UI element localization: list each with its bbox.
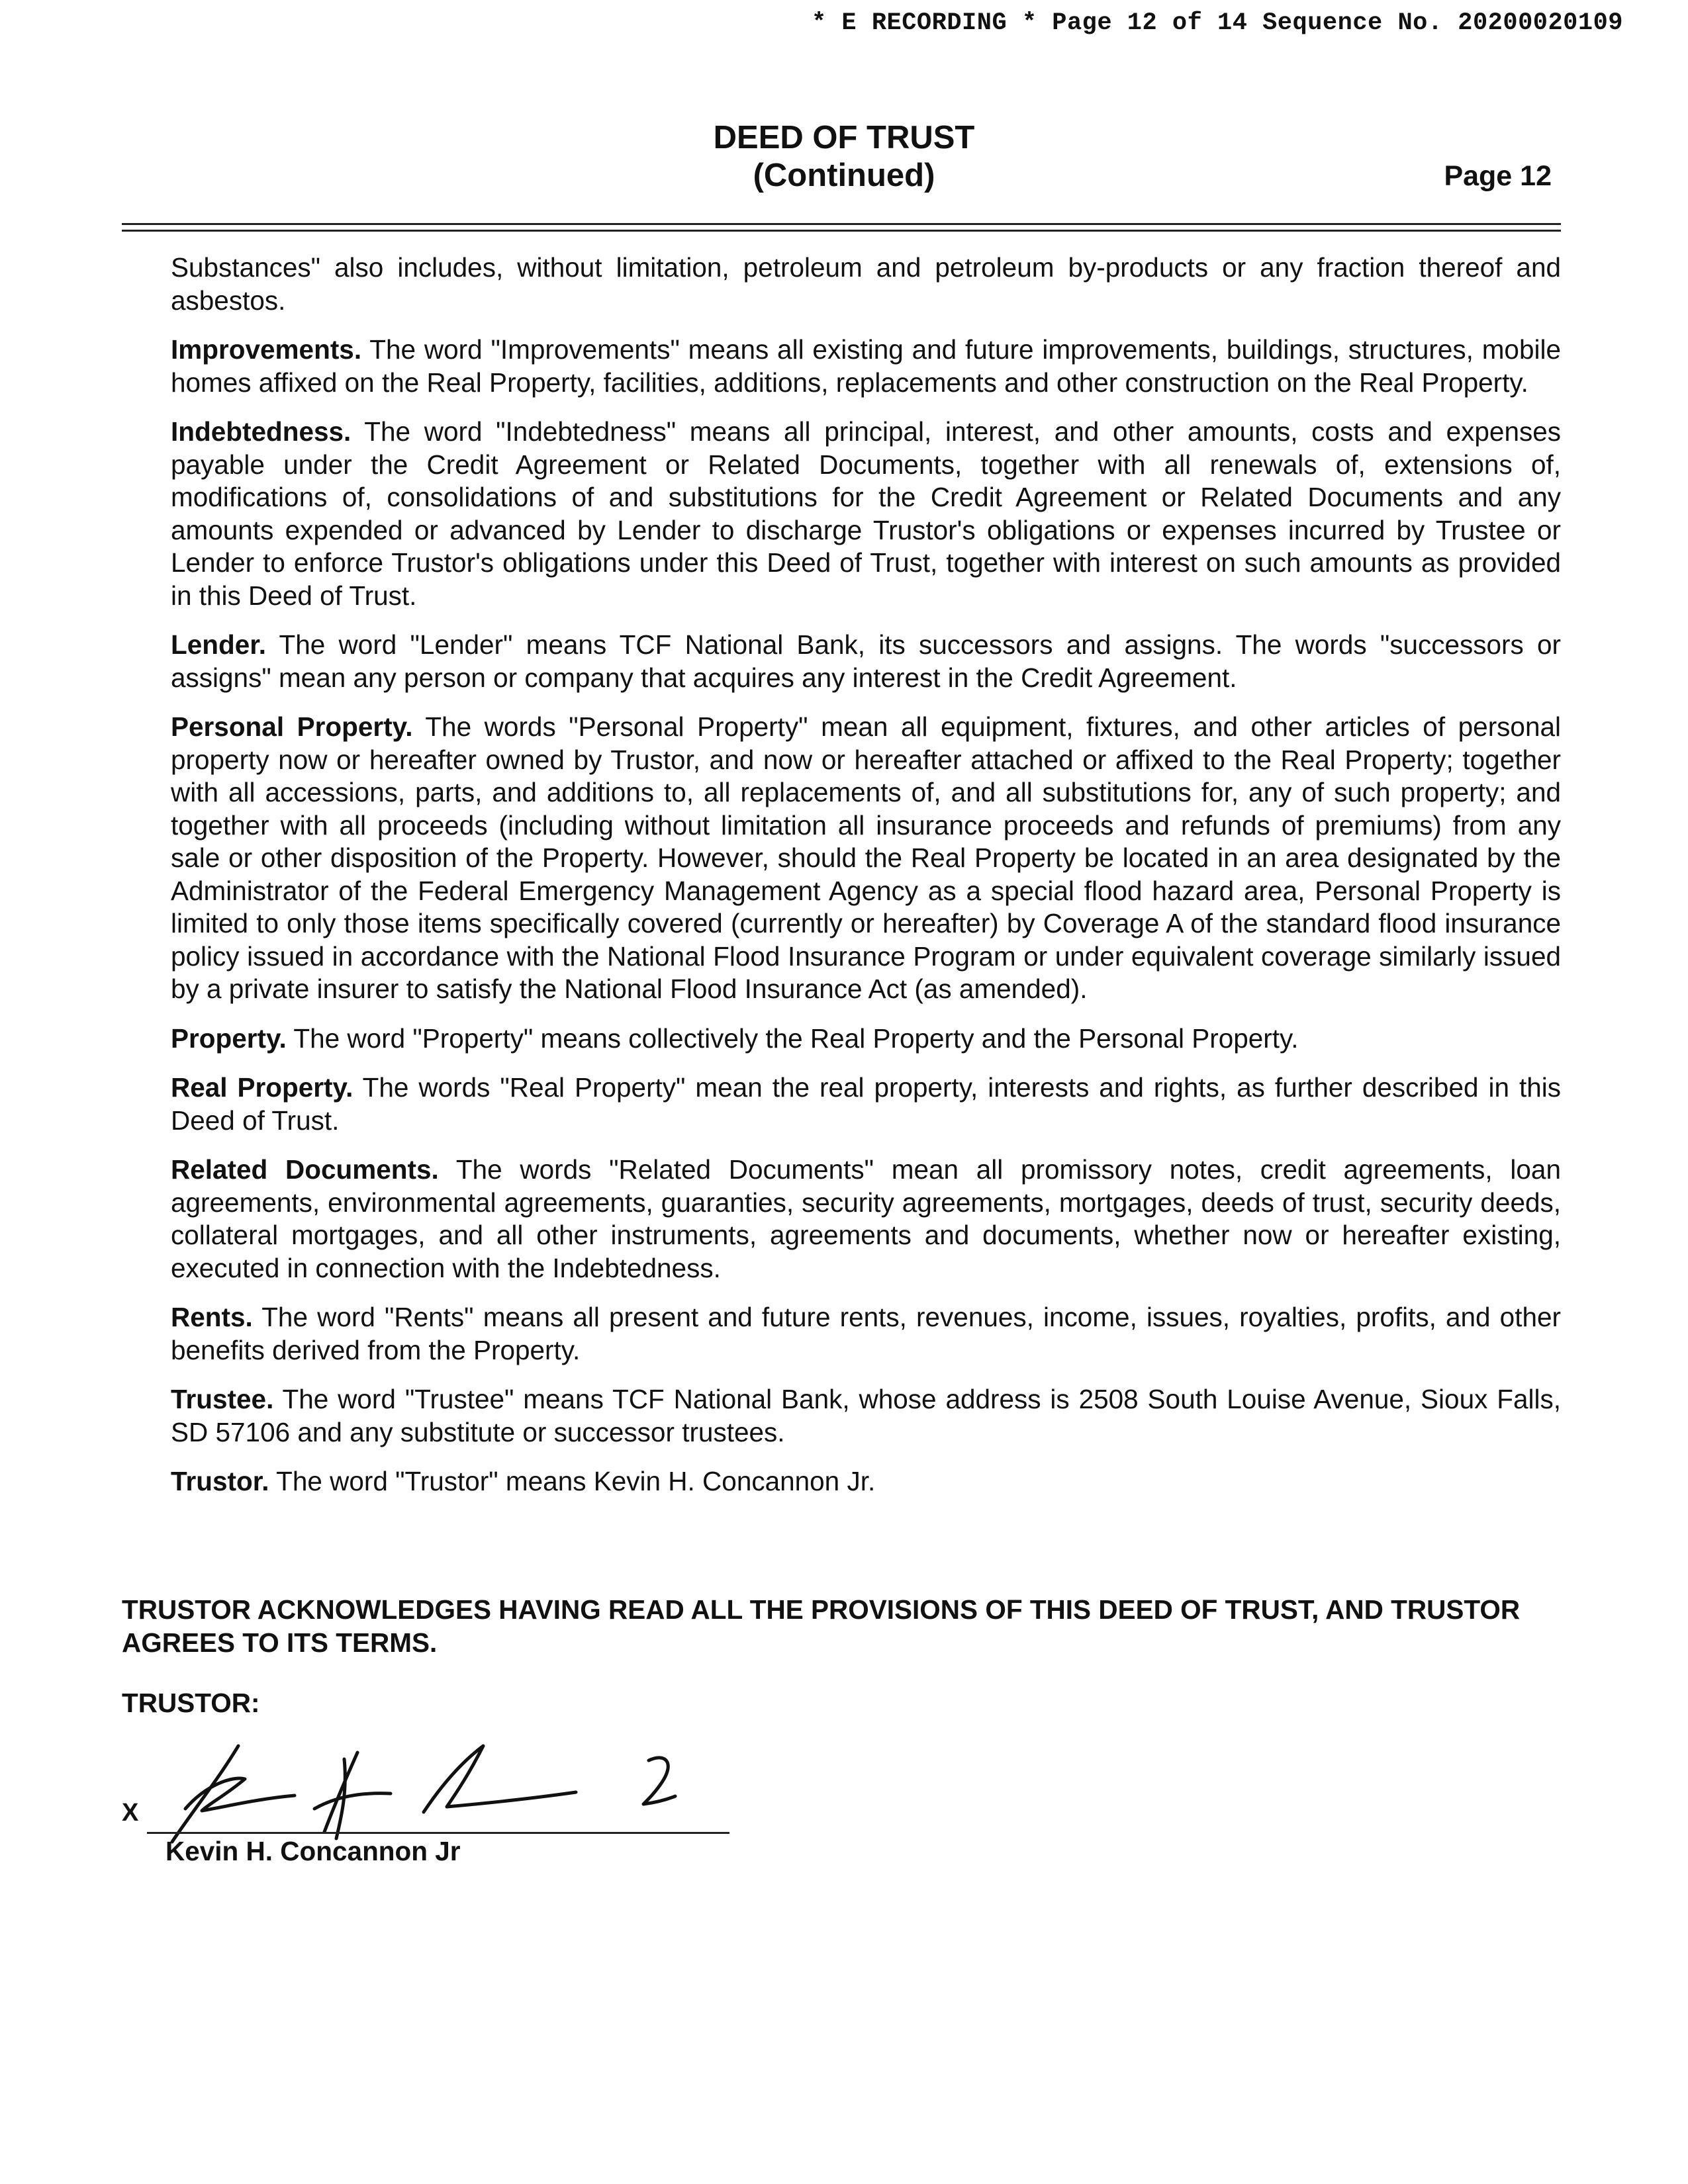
- definition-paragraph: [171, 1465, 1561, 1498]
- signature-line: [147, 1832, 729, 1834]
- handwritten-signature: [146, 1733, 695, 1845]
- definition-term: Improvements.: [171, 334, 362, 365]
- definition-text: The word "Improvements" means all existing and future improvements, buildings, structures, mobile homes affixed on the Real Property, facilities, additions, replacements and other construction on the Real Property.: [171, 334, 1561, 398]
- definition-paragraph: [171, 334, 1561, 399]
- definition-paragraph: [171, 711, 1561, 1006]
- definition-text: The word "Trustee" means TCF National Bank, whose address is 2508 South Louise Avenue, Sioux Falls, SD 57106 and any substitute or successor trustees.: [171, 1384, 1561, 1447]
- definition-text: The word "Indebtedness" means all principal, interest, and other amounts, costs and expenses payable under the Credit Agreement or Related Documents, together with all renewals of, extensions of, modifications of, consolidations of and substitutions for the Credit Agreement or Related Documents and any amounts expended or advanced by Lender to discharge Trustor's obligations or expenses incurred by Trustee or Lender to enforce Trustor's obligations under this Deed of Trust, together with interest on such amounts as provided in this Deed of Trust.: [171, 416, 1561, 611]
- definition-paragraph: [171, 1154, 1561, 1285]
- definition-term: Trustee.: [171, 1384, 274, 1414]
- definition-paragraph: [171, 1383, 1561, 1449]
- definition-paragraph: [171, 1301, 1561, 1367]
- document-title: [0, 119, 1688, 195]
- signature-x-mark: X: [122, 1799, 139, 1827]
- definition-term: Real Property.: [171, 1072, 353, 1103]
- acknowledgment-statement: TRUSTOR ACKNOWLEDGES HAVING READ ALL THE PROVISIONS OF THIS DEED OF TRUST, AND TRUSTOR AGREES TO ITS TERMS.: [122, 1594, 1521, 1658]
- page-number-label: Page 12: [1444, 160, 1552, 192]
- definition-text: The words "Related Documents" mean all promissory notes, credit agreements, loan agreements, environmental agreements, guaranties, security agreements, mortgages, deeds of trust, security deeds, collateral mortgages, and all other instruments, agreements and documents, whether now or hereafter existing, executed in connection with the Indebtedness.: [171, 1154, 1561, 1283]
- signature-stroke-k-arm: [185, 1778, 295, 1811]
- definition-paragraph: [171, 629, 1561, 694]
- definitions-section: [171, 251, 1561, 1515]
- signature-stroke-jr: [643, 1758, 675, 1804]
- definition-term: Rents.: [171, 1302, 253, 1332]
- signature-stroke-c: [424, 1746, 576, 1812]
- definition-text: The word "Rents" means all present and future rents, revenues, income, issues, royalties, profits, and other benefits derived from the Property.: [171, 1302, 1561, 1365]
- definition-term: Property.: [171, 1023, 287, 1054]
- definition-text: The word "Property" means collectively the Real Property and the Personal Property.: [293, 1023, 1299, 1054]
- definition-term: Trustor.: [171, 1466, 269, 1496]
- definition-text: The word "Lender" means TCF National Bank, its successors and assigns. The words "successors or assigns" mean any person or company that acquires any interest in the Credit Agreement.: [171, 629, 1561, 693]
- definition-paragraph: [171, 1023, 1561, 1056]
- definition-term: Lender.: [171, 629, 267, 660]
- definition-text: The word "Trustor" means Kevin H. Concannon Jr.: [276, 1466, 876, 1496]
- header-divider-top: [122, 223, 1561, 225]
- header-divider-bottom: [122, 230, 1561, 232]
- title-line-1: DEED OF TRUST: [713, 120, 975, 156]
- definition-paragraph: [171, 1071, 1561, 1137]
- definition-term: Indebtedness.: [171, 416, 352, 447]
- definition-text: Substances" also includes, without limitation, petroleum and petroleum by-products or any fraction thereof and asbestos.: [171, 252, 1561, 316]
- definition-paragraph: [171, 416, 1561, 612]
- definition-term: Personal Property.: [171, 711, 413, 742]
- definition-text: The words "Real Property" mean the real property, interests and rights, as further described in this Deed of Trust.: [171, 1072, 1561, 1136]
- signature-stroke-h: [314, 1752, 391, 1839]
- definition-text: The words "Personal Property" mean all equipment, fixtures, and other articles of personal property now or hereafter owned by Trustor, and now or hereafter attached or affixed to the Real Property; together with all accessions, parts, and additions to, all replacements of, and all substitutions for, any of such property; and together with all proceeds (including without limitation all insurance proceeds and refunds of premiums) from any sale or other disposition of the Property. However, should the Real Property be located in an area designated by the Administrator of the Federal Emergency Management Agency as a special flood hazard area, Personal Property is limited to only those items specifically covered (currently or hereafter) by Coverage A of the standard flood insurance policy issued in accordance with the National Flood Insurance Program or under equivalent coverage similarly issued by a private insurer to satisfy the National Flood Insurance Act (as amended).: [171, 711, 1562, 1004]
- signature-stroke-k: [172, 1746, 238, 1842]
- definition-paragraph: [171, 251, 1561, 317]
- signer-name: Kevin H. Concannon Jr: [165, 1836, 461, 1866]
- trustor-label: TRUSTOR:: [122, 1688, 260, 1718]
- recording-header: * E RECORDING * Page 12 of 14 Sequence No. 20200020109: [812, 9, 1623, 37]
- definition-term: Related Documents.: [171, 1154, 439, 1185]
- title-line-2: (Continued): [753, 158, 935, 193]
